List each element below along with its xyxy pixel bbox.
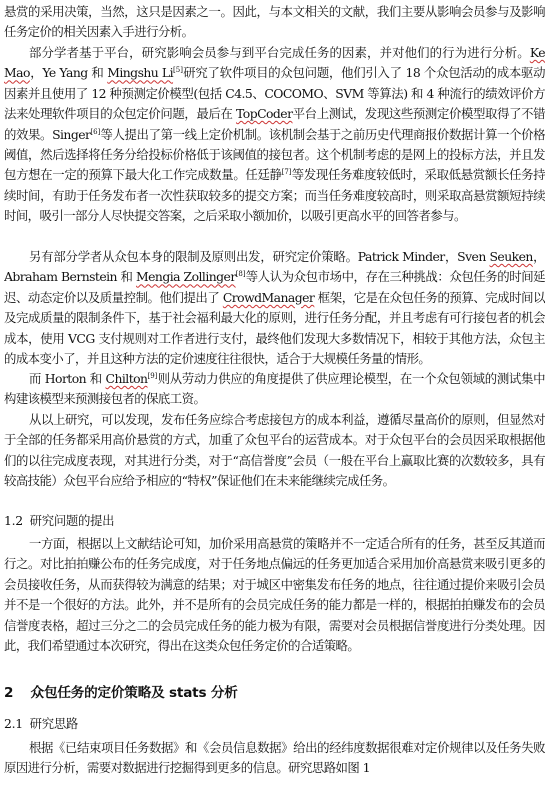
citation-ref: [7] xyxy=(281,168,292,177)
paragraph-crowdsourcing-constraints xyxy=(4,247,545,369)
spellcheck-term: Mengia Zollinger xyxy=(136,269,236,285)
chapter-title: 众包任务的定价策略及 stats 分析 xyxy=(30,685,238,701)
text-run: 等发现任务难度较低时，采取低悬赏额长任务持续时间，有助于任务发布者一次性获取较多的提交方案；而当任务难度较高时，则采取高悬赏额短持续时间，吸引一部分人尽快提交答案，之后采取小额加价，以吸引更高水平的回答者参与。 xyxy=(4,167,545,224)
citation-ref: [6] xyxy=(90,127,101,136)
paragraph-research-approach: 根据《已结束项目任务数据》和《会员信息数据》给出的经纬度数据很难对定价规律以及任务失败原因进行分析，需要对数据进行挖掘得到更多的信息。研究思路如图 1 xyxy=(4,740,545,776)
citation-ref: [8] xyxy=(235,270,246,279)
spellcheck-term: Seuken xyxy=(489,249,533,264)
section-number: 2.1 xyxy=(4,716,23,731)
spellcheck-term: TopCoder xyxy=(236,106,293,122)
section-title: 研究思路 xyxy=(29,716,79,731)
spellcheck-term: CrowdManager xyxy=(222,289,315,305)
text-run: 部分学者基于平台，研究影响会员参与到平台完成任务的因素，并对他们的行为进行分析。 xyxy=(29,45,530,60)
paragraph-research-summary: 从以上研究，可以发现，发布任务应综合考虑接包方的成本利益，遵循尽量高价的原则，但显然对于全部的任务都采用高价悬赏的方式，加重了众包平台的运营成本。对于众包平台的会员因采取根据他们的以往完成度表现，对其进行分类，对于“高信誉度”会员（一般在平台上赢取比赛的次数较多，具有较高技能）众包平台应给予相应的“特权”保证他们在未来能继续完成任务。 xyxy=(4,412,545,489)
spellcheck-term: Mingshu Li xyxy=(107,65,174,81)
paragraph-labor-supply xyxy=(4,369,545,410)
paragraph-platform-factors xyxy=(4,43,545,227)
text-run: 研究了软件项目的众包问题，他们引入了 18 个众包活动的成本驱动因素并且使用了 12 种预测定价模型(包括 C4.5、COCOMO、SVM 等算法) 和 4 种流行的绩效评价方法来处理软件项目的众包定价问题，最后在 xyxy=(4,65,545,122)
paragraph-intro-end: 悬赏的采用决策，当然，这只是因素之一。因此，与本文相关的文献，我们主要从影响会员参与及影响任务定价的相关因素入手进行分析。 xyxy=(4,4,545,40)
text-run: ，Ye Yang 和 xyxy=(29,65,108,81)
chapter-heading-2 xyxy=(4,682,238,704)
citation-ref: [5] xyxy=(173,66,183,75)
section-title: 研究问题的提出 xyxy=(29,513,115,528)
text-run: 而 Horton 和 xyxy=(29,371,106,386)
spellcheck-term: Chilton xyxy=(105,371,148,386)
chapter-number: 2 xyxy=(4,685,14,701)
paragraph-problem-statement: 一方面，根据以上文献结论可知，加价采用高悬赏的策略并不一定适合所有的任务，甚至反其道而行之。对比拍拍赚公布的任务完成度，对于任务地点偏远的任务更加适合采用加价高悬赏来吸引更多的会员接收任务，从而获得较为满意的结果；对于城区中密集发布任务的地点，往往通过提价来吸引会员并不是一个很好的方法。此外，并不是所有的会员完成任务的能力都是一样的，根据拍拍赚发布的会员信誉度表格，超过三分之二的会员完成任务的能力极为有限，需要对会员根据信誉度进行分类处理。因此，我们希望通过本次研究，得出在这类众包任务定价的合适策略。 xyxy=(4,536,545,654)
text-run: 另有部分学者从众包本身的限制及原则出发，研究定价策略。Patrick Minder，Sven xyxy=(29,249,490,264)
text-run: 则从劳动力供应的角度提供了供应理论模型，在一个众包领域的测试集中构建该模型来预测接包者的保底工资。 xyxy=(4,371,545,407)
spellcheck-term: Ke Mao xyxy=(4,45,545,81)
section-heading-2-1 xyxy=(4,714,78,734)
citation-ref: [9] xyxy=(147,372,158,380)
text-run: ，Abraham Bernstein 和 xyxy=(4,249,545,285)
text-run: 等人认为众包市场中，存在三种挑战：众包任务的时间延迟、动态定价以及质量控制。他们提出了 xyxy=(4,269,545,305)
section-number: 1.2 xyxy=(4,513,23,528)
text-run: 等人提出了第一线上定价机制。该机制会基于之前历史代理商报价数据计算一个价格阈值，然后选择将任务分给投标价格低于该阈值的接包者。这个机制考虑的是网上的投标方法，并且发包方想在一定的预算下最大化工作完成数量。任廷静 xyxy=(4,126,545,183)
text-run: 框架，它是在众包任务的预算、完成时间以及完成质量的限制条件下，基于社会福利最大化的原则，进行任务分配，并且考虑有可行接包者的机会成本，使用 VCG 支付规则对工作者进行支付，最终他们发现大多数情况下，相较于其他方法，众包主的成本变小了，并且这种方法的定价速度往往很快，适合于大规模任务量的情形。 xyxy=(4,289,545,367)
text-run: 平台上测试，发现这些预测定价模型取得了不错的效果。Singer xyxy=(4,106,545,142)
section-heading-1-2 xyxy=(4,511,114,531)
